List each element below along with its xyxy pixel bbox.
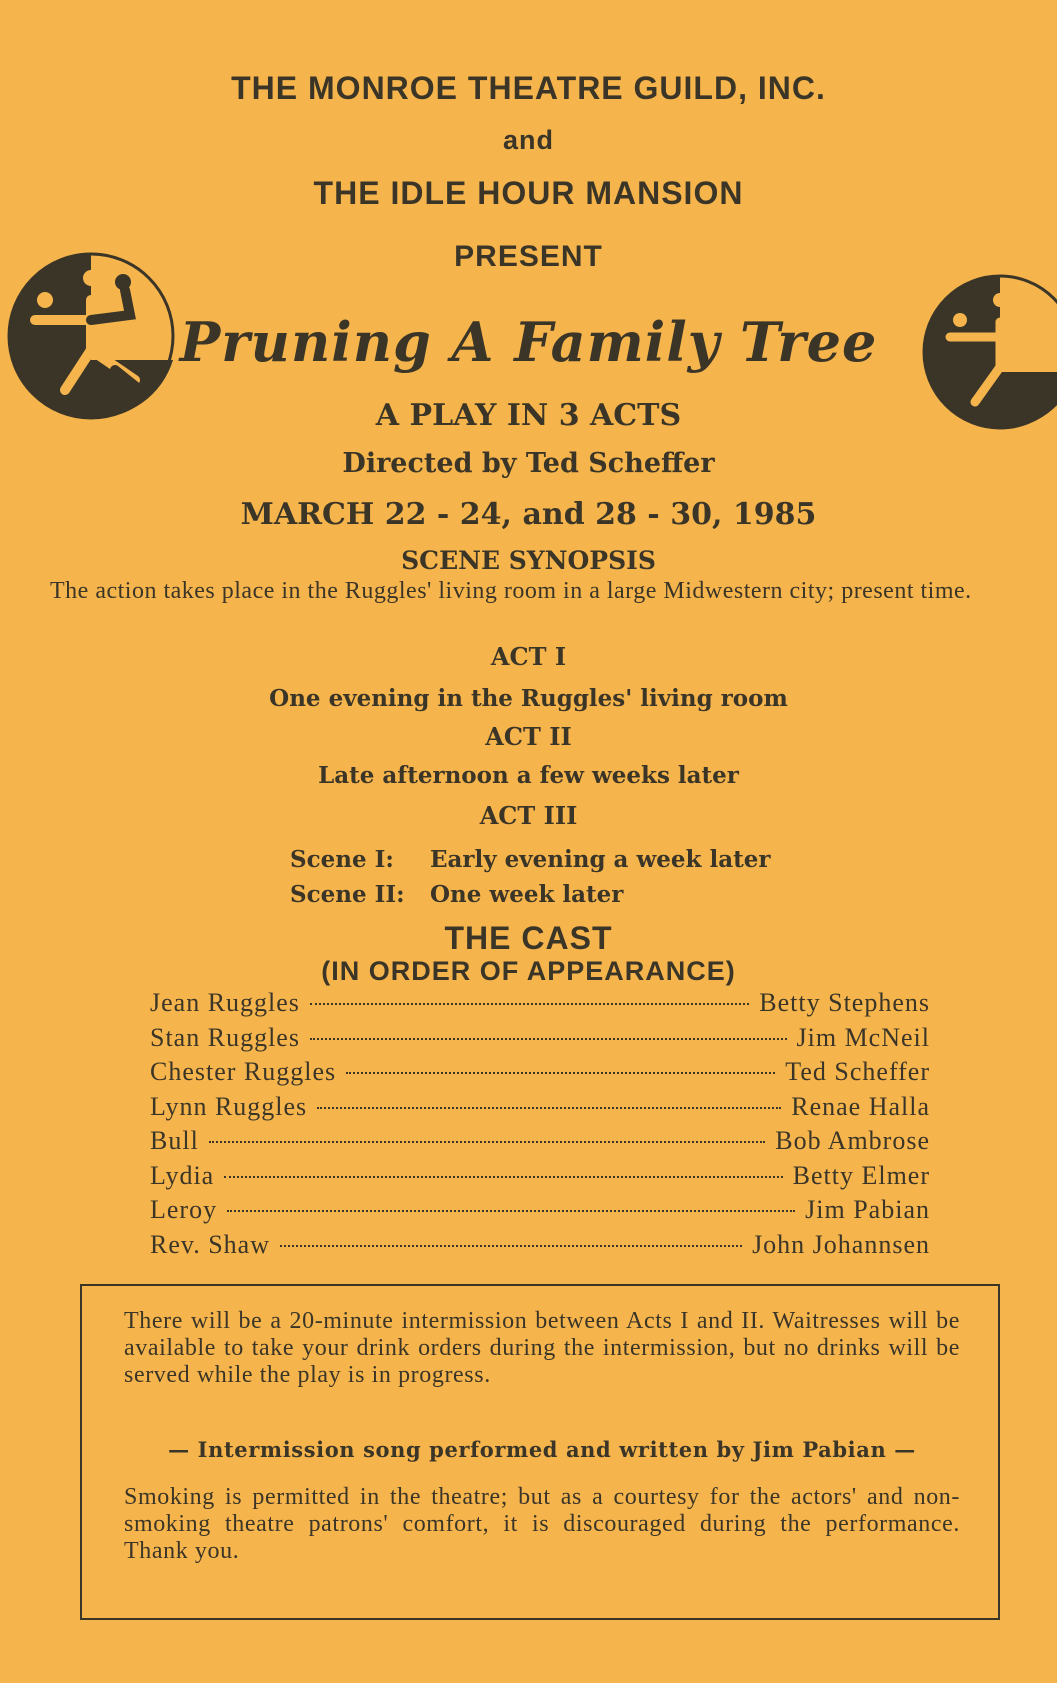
actor-name: Betty Stephens [759, 988, 930, 1017]
synopsis-heading: SCENE SYNOPSIS [401, 546, 656, 575]
cast-row [150, 1161, 930, 1191]
role-name: Lynn Ruggles [150, 1091, 308, 1121]
act-1-title: ACT I [490, 642, 567, 671]
scene-label: Scene II: [290, 881, 405, 908]
role-name: Chester Ruggles [150, 1057, 337, 1086]
synopsis-text: The action takes place in the Ruggles' living room in a large Midwestern city; present time. [50, 578, 972, 604]
role-name: Leroy [150, 1195, 218, 1224]
cast-row [150, 988, 930, 1018]
actor-name: John Johannsen [752, 1229, 930, 1259]
cast-heading: THE CAST [444, 920, 613, 956]
play-subtitle: A PLAY IN 3 ACTS [375, 398, 682, 433]
cast-row [150, 1126, 930, 1156]
intermission-notice: There will be a 20-minute intermission between Acts I and II. Waitresses will be available to take your drink orders during the intermission, but no drinks will be served while the play is in progress. [124, 1308, 960, 1388]
act-3-scenes [290, 842, 771, 912]
actor-name: Renae Halla [791, 1091, 930, 1121]
actor-name: Jim McNeil [796, 1022, 930, 1052]
actor-name: Jim Pabian [805, 1195, 930, 1224]
role-name: Stan Ruggles [150, 1022, 300, 1052]
act-2-desc: Late afternoon a few weeks later [318, 762, 739, 789]
leader-dots [346, 1072, 775, 1074]
director-credit: Directed by Ted Scheffer [342, 448, 715, 479]
scene-label: Scene I: [290, 846, 394, 873]
leader-dots [227, 1210, 795, 1212]
role-name: Rev. Shaw [150, 1229, 270, 1259]
actor-name: Betty Elmer [792, 1160, 930, 1190]
cast-row [150, 1092, 930, 1122]
notice-box [80, 1284, 1000, 1620]
role-name: Jean Ruggles [150, 988, 300, 1017]
leader-dots [317, 1107, 781, 1109]
scene-1 [290, 842, 771, 877]
leader-dots [209, 1141, 765, 1143]
presenter-name: THE MONROE THEATRE GUILD, INC. [231, 70, 826, 106]
act-1-desc: One evening in the Ruggles' living room [269, 685, 788, 712]
smoking-notice: Smoking is permitted in the theatre; but as a courtesy for the actors' and non-smoking theatre patrons' comfort, it is discouraged during the performance. Thank you. [124, 1484, 960, 1564]
cast-row [150, 1023, 930, 1053]
act-3-title: ACT III [479, 801, 578, 830]
cast-subheading: (IN ORDER OF APPEARANCE) [321, 956, 736, 986]
scene-2 [290, 877, 771, 912]
actor-name: Bob Ambrose [775, 1126, 930, 1155]
leader-dots [280, 1245, 742, 1247]
co-presenter-name: THE IDLE HOUR MANSION [313, 175, 744, 211]
song-credit: — Intermission song performed and written by Jim Pabian — [168, 1437, 916, 1462]
cast-row [150, 1230, 930, 1260]
scene-desc: One week later [430, 881, 624, 908]
role-name: Bull [150, 1126, 199, 1155]
leader-dots [310, 1003, 749, 1005]
leader-dots [310, 1038, 787, 1040]
conjunction: and [502, 125, 554, 155]
actor-name: Ted Scheffer [785, 1057, 930, 1086]
play-title: Pruning A Family Tree [179, 310, 878, 374]
present-label: PRESENT [454, 240, 603, 273]
leader-dots [224, 1176, 782, 1178]
scene-desc: Early evening a week later [430, 846, 771, 873]
role-name: Lydia [150, 1160, 215, 1190]
act-2-title: ACT II [485, 722, 572, 751]
cast-row [150, 1195, 930, 1225]
cast-row [150, 1057, 930, 1087]
performance-dates: MARCH 22 - 24, and 28 - 30, 1985 [240, 497, 817, 532]
